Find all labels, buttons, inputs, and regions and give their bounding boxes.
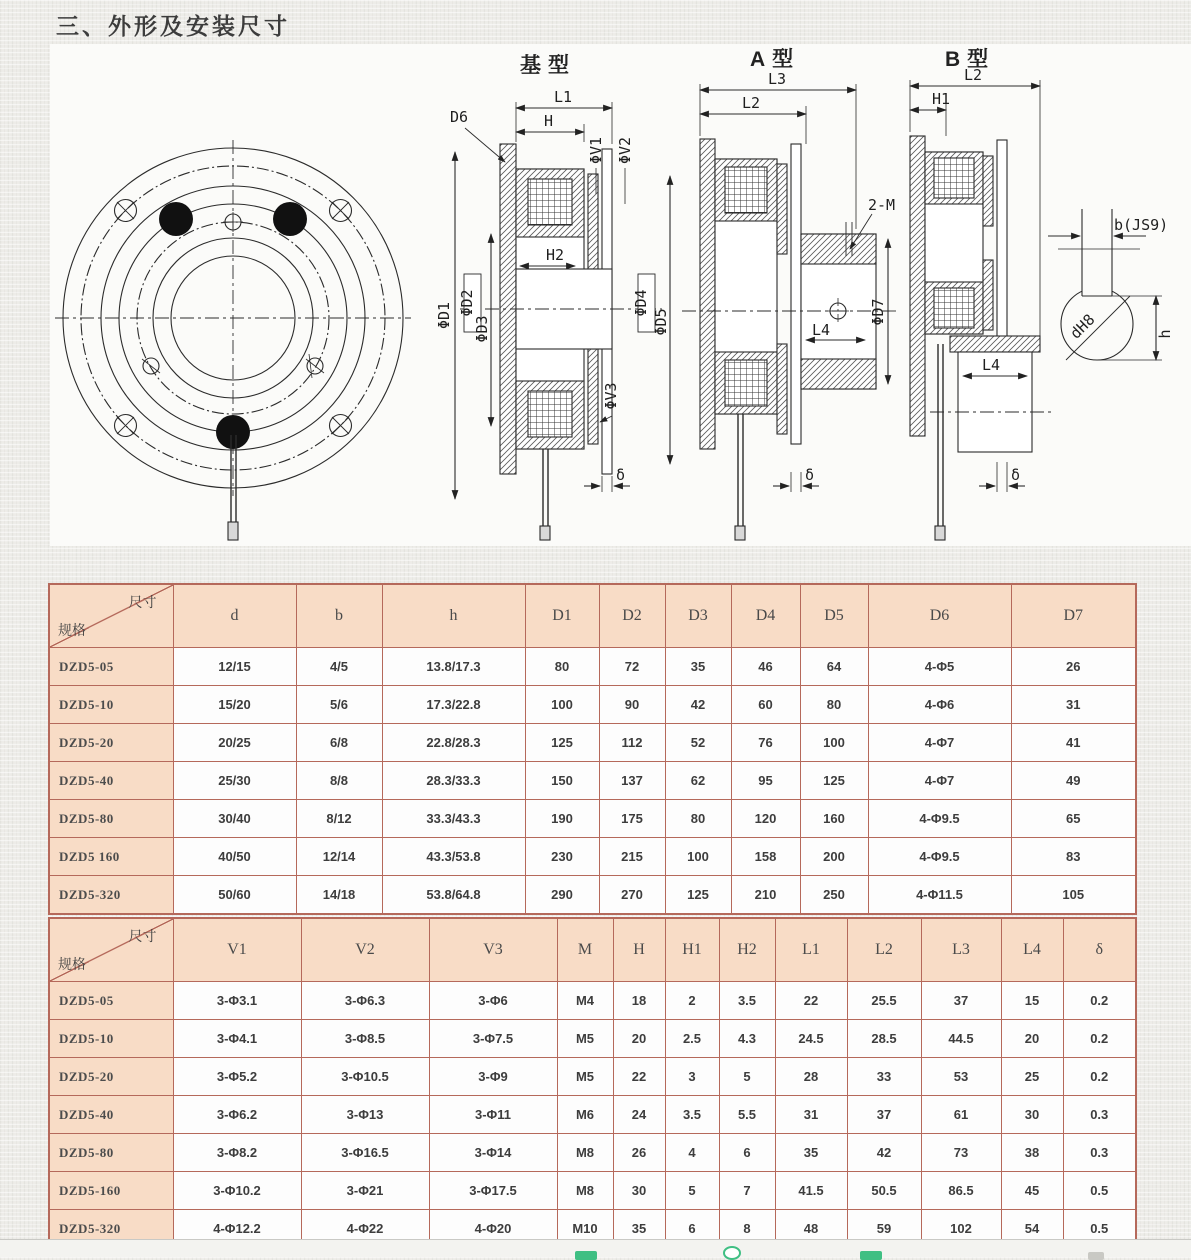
cell-value: 80: [665, 800, 731, 838]
cell-value: 30: [613, 1172, 665, 1210]
cell-value: 4-Φ7: [868, 724, 1011, 762]
row-model-label: DZD5-05: [49, 982, 173, 1020]
cell-value: 31: [1011, 686, 1136, 724]
cell-value: 100: [665, 838, 731, 876]
cell-value: 3-Φ7.5: [429, 1020, 557, 1058]
cell-value: 28: [775, 1058, 847, 1096]
cell-value: 4: [665, 1134, 719, 1172]
front-view: [55, 140, 411, 540]
cell-value: M8: [557, 1172, 613, 1210]
dim-label-dd1: ΦD1: [435, 301, 453, 329]
dim-label-v3: ΦV3: [602, 382, 620, 410]
cell-value: 44.5: [921, 1020, 1001, 1058]
row-model-label: DZD5-05: [49, 648, 173, 686]
dim-label-2m: 2-M: [868, 196, 896, 214]
base-type-title: 基型: [520, 54, 576, 77]
column-header: D5: [800, 584, 868, 648]
cell-value: 3-Φ8.5: [301, 1020, 429, 1058]
column-header: d: [173, 584, 296, 648]
cell-value: 230: [525, 838, 599, 876]
column-header: H1: [665, 918, 719, 982]
cell-value: 290: [525, 876, 599, 915]
row-model-label: DZD5-160: [49, 1172, 173, 1210]
cell-value: 3-Φ9: [429, 1058, 557, 1096]
cell-value: 4.3: [719, 1020, 775, 1058]
cell-value: 0.5: [1063, 1210, 1136, 1249]
cell-value: 0.3: [1063, 1096, 1136, 1134]
cell-value: 0.3: [1063, 1134, 1136, 1172]
cell-value: 25.5: [847, 982, 921, 1020]
cell-value: 3-Φ6.2: [173, 1096, 301, 1134]
cell-value: 3-Φ4.1: [173, 1020, 301, 1058]
cell-value: 5/6: [296, 686, 382, 724]
dim-label-dd3: ΦD3: [473, 315, 491, 343]
row-model-label: DZD5-20: [49, 724, 173, 762]
green-square-icon: [575, 1251, 597, 1260]
cell-value: 3-Φ16.5: [301, 1134, 429, 1172]
cell-value: 7: [719, 1172, 775, 1210]
cell-value: 22.8/28.3: [382, 724, 525, 762]
cell-value: 215: [599, 838, 665, 876]
cell-value: 3.5: [665, 1096, 719, 1134]
cell-value: 12/14: [296, 838, 382, 876]
cell-value: 30/40: [173, 800, 296, 838]
lead-wire: [735, 414, 745, 540]
column-header: H: [613, 918, 665, 982]
row-model-label: DZD5-10: [49, 1020, 173, 1058]
cell-value: 24: [613, 1096, 665, 1134]
cell-value: 3-Φ10.5: [301, 1058, 429, 1096]
cell-value: 3-Φ21: [301, 1172, 429, 1210]
cell-value: 137: [599, 762, 665, 800]
cell-value: 26: [613, 1134, 665, 1172]
row-model-label: DZD5-80: [49, 800, 173, 838]
cell-value: 17.3/22.8: [382, 686, 525, 724]
corner-cell: [49, 918, 173, 982]
dim-label-dd4: ΦD4: [632, 289, 650, 317]
cell-value: 30: [1001, 1096, 1063, 1134]
cell-value: 3-Φ11: [429, 1096, 557, 1134]
column-header: h: [382, 584, 525, 648]
cell-value: 100: [525, 686, 599, 724]
corner-label-size: 尺寸: [128, 928, 157, 944]
table-row: [49, 1058, 1136, 1096]
cell-value: 120: [731, 800, 800, 838]
cell-value: 95: [731, 762, 800, 800]
dim-label-v1: ΦV1: [587, 136, 605, 164]
table-row: [49, 686, 1136, 724]
cell-value: 33.3/43.3: [382, 800, 525, 838]
row-model-label: DZD5-40: [49, 1096, 173, 1134]
cell-value: 40/50: [173, 838, 296, 876]
cell-value: 125: [525, 724, 599, 762]
column-header: D2: [599, 584, 665, 648]
cell-value: 52: [665, 724, 731, 762]
row-model-label: DZD5-80: [49, 1134, 173, 1172]
dim-label-delta-base: δ: [616, 466, 626, 484]
dimension-drawing-panel: [50, 44, 1191, 546]
cell-value: 3: [665, 1058, 719, 1096]
green-square-icon: [860, 1251, 882, 1260]
dim-label-l2a: L2: [742, 94, 761, 112]
base-type-view: [435, 53, 670, 540]
column-header: D3: [665, 584, 731, 648]
cell-value: 73: [921, 1134, 1001, 1172]
table-row: [49, 724, 1136, 762]
cell-value: 8/8: [296, 762, 382, 800]
column-header: H2: [719, 918, 775, 982]
cell-value: 4-Φ11.5: [868, 876, 1011, 915]
green-circle-icon: [723, 1246, 741, 1260]
cell-value: 31: [775, 1096, 847, 1134]
cell-value: 83: [1011, 838, 1136, 876]
column-header: b: [296, 584, 382, 648]
column-header: D6: [868, 584, 1011, 648]
cell-value: 4-Φ9.5: [868, 800, 1011, 838]
table-row: [49, 648, 1136, 686]
table-row: [49, 876, 1136, 915]
cell-value: 4-Φ20: [429, 1210, 557, 1249]
cell-value: 15: [1001, 982, 1063, 1020]
cell-value: 59: [847, 1210, 921, 1249]
cell-value: 150: [525, 762, 599, 800]
dim-label-l4a: L4: [812, 321, 831, 339]
table-row: [49, 800, 1136, 838]
table-row: [49, 762, 1136, 800]
cell-value: 20/25: [173, 724, 296, 762]
cell-value: 4-Φ22: [301, 1210, 429, 1249]
corner-label-size: 尺寸: [128, 594, 157, 610]
table-row: [49, 1134, 1136, 1172]
column-header: D7: [1011, 584, 1136, 648]
cell-value: 210: [731, 876, 800, 915]
cell-value: 33: [847, 1058, 921, 1096]
cell-value: 6: [719, 1134, 775, 1172]
cell-value: M5: [557, 1020, 613, 1058]
cell-value: 42: [847, 1134, 921, 1172]
lead-wire: [540, 449, 550, 540]
cell-value: 6/8: [296, 724, 382, 762]
cell-value: 20: [1001, 1020, 1063, 1058]
dim-label-dd7: ΦD7: [869, 298, 887, 326]
cell-value: 5: [665, 1172, 719, 1210]
cell-value: 41: [1011, 724, 1136, 762]
dim-label-h1: H1: [932, 90, 951, 108]
cell-value: M5: [557, 1058, 613, 1096]
cell-value: 6: [665, 1210, 719, 1249]
cell-value: 200: [800, 838, 868, 876]
cell-value: 37: [847, 1096, 921, 1134]
cell-value: 64: [800, 648, 868, 686]
row-model-label: DZD5-40: [49, 762, 173, 800]
lead-wire: [935, 344, 945, 540]
cell-value: 20: [613, 1020, 665, 1058]
cell-value: 4-Φ9.5: [868, 838, 1011, 876]
row-model-label: DZD5-20: [49, 1058, 173, 1096]
cell-value: 25: [1001, 1058, 1063, 1096]
cell-value: 175: [599, 800, 665, 838]
cell-value: 0.5: [1063, 1172, 1136, 1210]
cell-value: 112: [599, 724, 665, 762]
cell-value: 38: [1001, 1134, 1063, 1172]
table-row: [49, 1172, 1136, 1210]
cell-value: 18: [613, 982, 665, 1020]
table-row: [49, 982, 1136, 1020]
cell-value: 42: [665, 686, 731, 724]
column-header: L4: [1001, 918, 1063, 982]
cell-value: 3-Φ6: [429, 982, 557, 1020]
dim-label-l1: L1: [554, 88, 573, 106]
dim-label-v2: ΦV2: [616, 136, 634, 164]
cell-value: 160: [800, 800, 868, 838]
cell-value: 12/15: [173, 648, 296, 686]
cell-value: 49: [1011, 762, 1136, 800]
cell-value: 3-Φ6.3: [301, 982, 429, 1020]
corner-cell: [49, 584, 173, 648]
dimension-table-2: [48, 917, 1137, 1249]
cell-value: 22: [775, 982, 847, 1020]
cell-value: 4-Φ12.2: [173, 1210, 301, 1249]
cell-value: 28.5: [847, 1020, 921, 1058]
row-model-label: DZD5-320: [49, 1210, 173, 1249]
cell-value: 8: [719, 1210, 775, 1249]
corner-label-spec: 规格: [58, 622, 86, 638]
column-header: D1: [525, 584, 599, 648]
cell-value: 22: [613, 1058, 665, 1096]
column-header: δ: [1063, 918, 1136, 982]
cell-value: 4-Φ6: [868, 686, 1011, 724]
cell-value: M6: [557, 1096, 613, 1134]
cell-value: 0.2: [1063, 982, 1136, 1020]
gray-dot-icon: [1088, 1252, 1104, 1260]
cell-value: 35: [775, 1134, 847, 1172]
dim-label-key-h: h: [1156, 329, 1174, 339]
dim-label-l4b: L4: [982, 356, 1001, 374]
cell-value: 50/60: [173, 876, 296, 915]
cell-value: 60: [731, 686, 800, 724]
footer-bar: [0, 1239, 1191, 1257]
dim-label-l2b: L2: [964, 66, 983, 84]
corner-label-spec: 规格: [58, 956, 86, 972]
page-title: 三、外形及安装尺寸: [56, 13, 290, 39]
dim-label-delta-a: δ: [805, 466, 815, 484]
cell-value: 0.2: [1063, 1020, 1136, 1058]
dim-label-h2: H2: [546, 246, 565, 264]
cell-value: 5.5: [719, 1096, 775, 1134]
cell-value: 65: [1011, 800, 1136, 838]
cell-value: 53: [921, 1058, 1001, 1096]
cell-value: 86.5: [921, 1172, 1001, 1210]
engineering-drawing: [50, 44, 1191, 546]
b-type-view: [910, 47, 1055, 540]
cell-value: 3-Φ3.1: [173, 982, 301, 1020]
cell-value: 26: [1011, 648, 1136, 686]
row-model-label: DZD5 160: [49, 838, 173, 876]
cell-value: 25/30: [173, 762, 296, 800]
b-type-title: B型: [945, 48, 996, 71]
cell-value: 14/18: [296, 876, 382, 915]
cell-value: 4-Φ5: [868, 648, 1011, 686]
cell-value: 4-Φ7: [868, 762, 1011, 800]
cell-value: 50.5: [847, 1172, 921, 1210]
cell-value: 62: [665, 762, 731, 800]
cell-value: 0.2: [1063, 1058, 1136, 1096]
cell-value: 45: [1001, 1172, 1063, 1210]
cell-value: 5: [719, 1058, 775, 1096]
row-model-label: DZD5-320: [49, 876, 173, 915]
dim-label-l3: L3: [768, 70, 787, 88]
cell-value: 35: [665, 648, 731, 686]
cell-value: 158: [731, 838, 800, 876]
table-row: [49, 1020, 1136, 1058]
cell-value: 24.5: [775, 1020, 847, 1058]
cell-value: 76: [731, 724, 800, 762]
cell-value: 3-Φ17.5: [429, 1172, 557, 1210]
dim-label-key-d: dH8: [1066, 310, 1099, 343]
cell-value: 15/20: [173, 686, 296, 724]
cell-value: 250: [800, 876, 868, 915]
keyway-detail-view: [1048, 209, 1174, 360]
row-model-label: DZD5-10: [49, 686, 173, 724]
cell-value: 43.3/53.8: [382, 838, 525, 876]
cell-value: 190: [525, 800, 599, 838]
cell-value: 3-Φ13: [301, 1096, 429, 1134]
a-type-title: A型: [750, 48, 801, 71]
cell-value: 80: [525, 648, 599, 686]
table-row: [49, 838, 1136, 876]
cell-value: 37: [921, 982, 1001, 1020]
cell-value: 3-Φ14: [429, 1134, 557, 1172]
cell-value: 3.5: [719, 982, 775, 1020]
column-header: L1: [775, 918, 847, 982]
cell-value: 125: [800, 762, 868, 800]
dim-label-key-b: b(JS9): [1114, 216, 1169, 234]
cell-value: 90: [599, 686, 665, 724]
cell-value: M10: [557, 1210, 613, 1249]
cell-value: 13.8/17.3: [382, 648, 525, 686]
column-header: V3: [429, 918, 557, 982]
cell-value: 8/12: [296, 800, 382, 838]
cell-value: 3-Φ5.2: [173, 1058, 301, 1096]
table-row: [49, 1096, 1136, 1134]
cell-value: 61: [921, 1096, 1001, 1134]
header-row: [49, 918, 1136, 982]
cell-value: 2: [665, 982, 719, 1020]
cell-value: 3-Φ10.2: [173, 1172, 301, 1210]
cell-value: 80: [800, 686, 868, 724]
dim-label-dd2: ΦD2: [458, 289, 476, 317]
cell-value: M8: [557, 1134, 613, 1172]
cell-value: 35: [613, 1210, 665, 1249]
column-header: V1: [173, 918, 301, 982]
header-row: [49, 584, 1136, 648]
dim-label-delta-b: δ: [1011, 466, 1021, 484]
column-header: L3: [921, 918, 1001, 982]
cell-value: 125: [665, 876, 731, 915]
cell-value: 100: [800, 724, 868, 762]
dim-label-dd5: ΦD5: [652, 308, 670, 336]
cell-value: 3-Φ8.2: [173, 1134, 301, 1172]
column-header: M: [557, 918, 613, 982]
cell-value: 4/5: [296, 648, 382, 686]
dimension-table-1: [48, 583, 1137, 915]
column-header: D4: [731, 584, 800, 648]
cell-value: 54: [1001, 1210, 1063, 1249]
cell-value: 2.5: [665, 1020, 719, 1058]
cell-value: 72: [599, 648, 665, 686]
cell-value: M4: [557, 982, 613, 1020]
dim-label-d6: D6: [450, 108, 469, 126]
cell-value: 41.5: [775, 1172, 847, 1210]
column-header: V2: [301, 918, 429, 982]
cell-value: 48: [775, 1210, 847, 1249]
a-type-view: [682, 47, 900, 540]
dim-label-h: H: [544, 112, 554, 130]
cell-value: 270: [599, 876, 665, 915]
cell-value: 46: [731, 648, 800, 686]
cell-value: 102: [921, 1210, 1001, 1249]
cell-value: 53.8/64.8: [382, 876, 525, 915]
column-header: L2: [847, 918, 921, 982]
cell-value: 28.3/33.3: [382, 762, 525, 800]
cell-value: 105: [1011, 876, 1136, 915]
